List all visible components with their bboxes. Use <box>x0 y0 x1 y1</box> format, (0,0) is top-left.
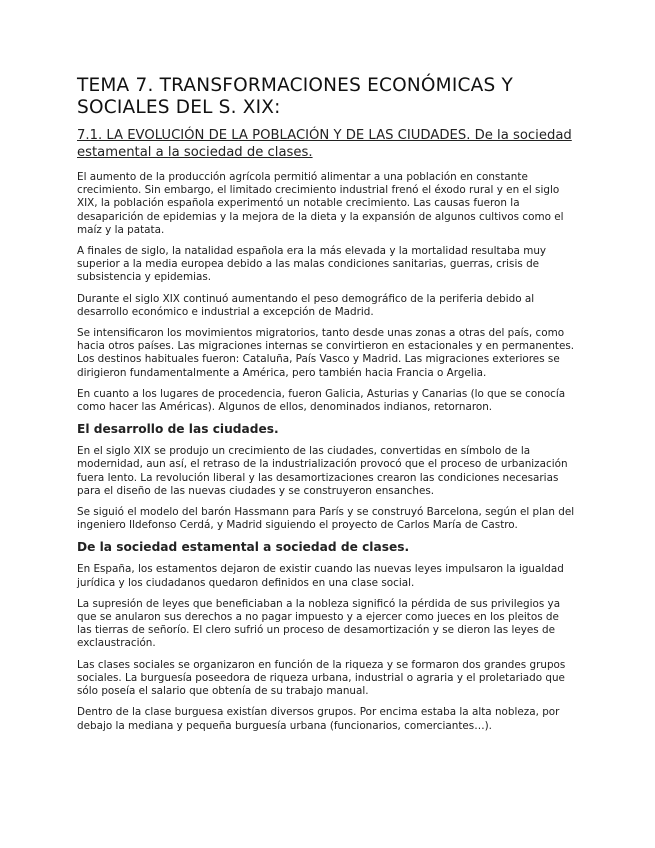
paragraph: Dentro de la clase burguesa existían diversos grupos. Por encima estaba la alta nobleza, por debajo la mediana y pequeña burguesía urbana (funcionarios, comerciantes…). <box>77 706 560 732</box>
document-title: TEMA 7. TRANSFORMACIONES ECONÓMICAS Y SOCIALES DEL S. XIX: <box>77 75 513 118</box>
section-heading-society: De la sociedad estamental a sociedad de clases. <box>77 540 410 555</box>
section-heading-cities: El desarrollo de las ciudades. <box>77 422 279 437</box>
paragraph: El aumento de la producción agrícola permitió alimentar a una población en constante crecimiento. Sin embargo, el limitado crecimiento industrial frenó el éxodo rural y en el siglo XIX, la población española experimentó un notable crecimiento. Las causas fueron la desaparición de epidemias y la mejora de la dieta y la expansión de algunos cultivos como el maíz y la patata. <box>77 171 564 236</box>
paragraph: Las clases sociales se organizaron en función de la riqueza y se formaron dos grandes grupos sociales. La burguesía poseedora de riqueza urbana, industrial o agraria y el proletariado que sólo poseía el salario que obtenía de su trabajo manual. <box>77 658 566 698</box>
paragraph: A finales de siglo, la natalidad española era la más elevada y la mortalidad resultaba muy superior a la media europea debido a las malas condiciones sanitarias, guerras, crisis de subsistencia y epidemias. <box>77 245 547 284</box>
paragraph: Se siguió el modelo del barón Hassmann para París y se construyó Barcelona, según el plan del ingeniero Ildefonso Cerdá, y Madrid siguiendo el proyecto de Carlos María de Castro. <box>77 506 575 532</box>
paragraph: En España, los estamentos dejaron de existir cuando las nuevas leyes impulsaron la igualdad jurídica y los ciudadanos quedaron definidos en una clase social. <box>77 563 564 589</box>
paragraph: En el siglo XIX se produjo un crecimiento de las ciudades, convertidas en símbolo de la modernidad, aun así, el retraso de la industrialización provocó que el proceso de urbanización fuera lento. La revolución liberal y las desamortizaciones crearon las condiciones necesarias para el diseño de las nuevas ciudades y se construyeron ensanches. <box>77 445 568 497</box>
paragraph: Durante el siglo XIX continuó aumentando el peso demográfico de la periferia debido al desarrollo económico e industrial a excepción de Madrid. <box>77 292 535 318</box>
paragraph: En cuanto a los lugares de procedencia, fueron Galicia, Asturias y Canarias (lo que se conocía como hacer las Américas). Algunos de ellos, denominados indianos, retornaron. <box>77 387 566 414</box>
paragraph: Se intensificaron los movimientos migratorios, tanto desde unas zonas a otras del país, como hacia otros países. Las migraciones internas se convirtieron en estacionales y en permanentes. Los destinos habituales fueron: Cataluña, País Vasco y Madrid. Las migraciones exteriores se dirigieron fundamentalmente a América, pero también hacia Francia o Argelia. <box>77 327 575 379</box>
paragraph: La supresión de leyes que beneficiaban a la nobleza significó la pérdida de sus privilegios ya que se anularon sus derechos a no pagar impuesto y a ejercer como jueces en los pleitos de las tierras de señorío. El clero sufrió un proceso de desamortización y se dieron las leyes de exclaustración. <box>77 597 561 650</box>
section-subtitle: 7.1. LA EVOLUCIÓN DE LA POBLACIÓN Y DE LAS CIUDADES. De la sociedad estamental a la sociedad de clases. <box>77 128 572 160</box>
